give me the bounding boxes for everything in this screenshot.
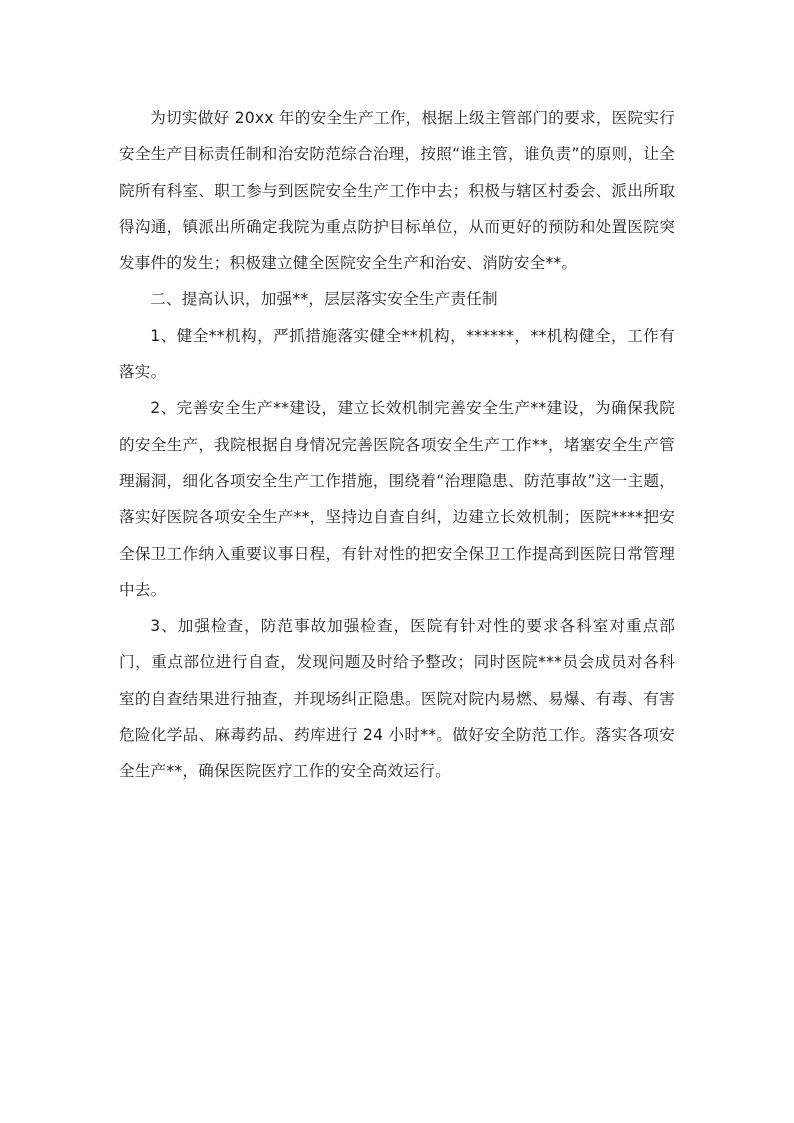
paragraph-item-3: 3、加强检查，防范事故加强检查，医院有针对性的要求各科室对重点部门，重点部位进行自查，发现问题及时给予整改；同时医院***员会成员对各科室的自查结果进行抽查，并现场纠正隐患。医院对院内易燃、易爆、有毒、有害危险化学品、麻毒药品、药库进行 24 小时**。做好安全防范工作。落实各项安全生产**，确保医院医疗工作的安全高效运行。 bbox=[119, 617, 675, 781]
paragraph-item-1: 1、健全**机构，严抓措施落实健全**机构，******，**机构健全，工作有落实。 bbox=[119, 326, 675, 382]
paragraph-intro: 为切实做好 20xx 年的安全生产工作，根据上级主管部门的要求，医院实行安全生产目标责任制和治安防范综合治理，按照“谁主管，谁负责”的原则，让全院所有科室、职工参与到医院安全生产工作中去；积极与辖区村委会、派出所取得沟通，镇派出所确定我院为重点防护目标单位，从而更好的预防和处置医院突发事件的发生；积极建立健全医院安全生产和治安、消防安全**。 bbox=[119, 109, 675, 273]
document-body bbox=[119, 100, 675, 790]
section-heading: 二、提高认识，加强**，层层落实安全生产责任制 bbox=[150, 290, 498, 309]
paragraph-item-2: 2、完善安全生产**建设，建立长效机制完善安全生产**建设，为确保我院的安全生产，我院根据自身情况完善医院各项安全生产工作**，堵塞安全生产管理漏洞，细化各项安全生产工作措施，围绕着“治理隐患、防范事故”这一主题，落实好医院各项安全生产**，坚持边自查自纠，边建立长效机制；医院****把安全保卫工作纳入重要议事日程，有针对性的把安全保卫工作提高到医院日常管理中去。 bbox=[119, 399, 675, 599]
